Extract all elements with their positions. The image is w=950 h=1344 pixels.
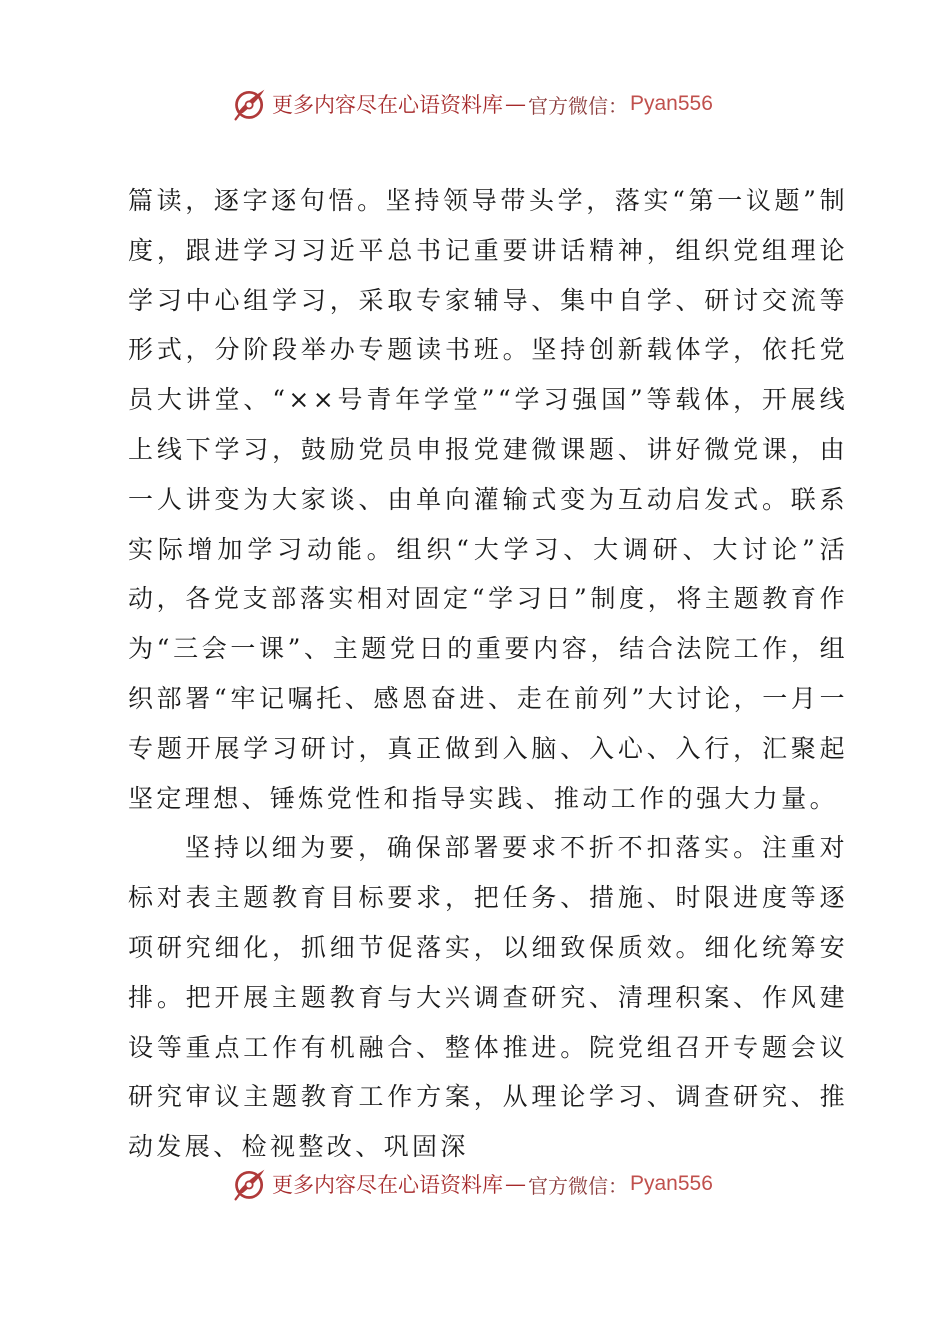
banner-wechat-id: Pyan556 xyxy=(630,92,713,115)
banner-wechat-id: Pyan556 xyxy=(630,1172,713,1195)
footer-banner xyxy=(232,1164,713,1204)
banner-separator: — xyxy=(505,1172,526,1196)
header-banner xyxy=(232,84,713,124)
banner-wechat-label: 官方微信： xyxy=(528,1173,628,1198)
banner-slogan: 更多内容尽在心语资料库 xyxy=(272,1173,503,1197)
document-body xyxy=(128,176,848,1172)
banner-slogan: 更多内容尽在心语资料库 xyxy=(272,93,503,117)
banner-wechat-label: 官方微信： xyxy=(528,93,628,118)
paragraph-continued: 篇读，逐字逐句悟。坚持领导带头学，落实“第一议题”制度，跟进学习习近平总书记重要讲话精神，组织党组理论学习中心组学习，采取专家辅导、集中自学、研讨交流等形式，分阶段举办专题读书班。坚持创新载体学，依托党员大讲堂、“××号青年学堂”“学习强国”等载体，开展线上线下学习，鼓励党员申报党建微课题、讲好微党课，由一人讲变为大家谈、由单向灌输式变为互动启发式。联系实际增加学习动能。组织“大学习、大调研、大讨论”活动，各党支部落实相对固定“学习日”制度，将主题教育作为“三会一课”、主题党日的重要内容，结合法院工作，组织部署“牢记嘱托、感恩奋进、走在前列”大讨论，一月一专题开展学习研讨，真正做到入脑、入心、入行，汇聚起坚定理想、锤炼党性和指导实践、推动工作的强大力量。 xyxy=(128,186,848,813)
banner-separator: — xyxy=(505,92,526,116)
paragraph: 坚持以细为要，确保部署要求不折不扣落实。注重对标对表主题教育目标要求，把任务、措施、时限进度等逐项研究细化，抓细节促落实，以细致保质效。细化统筹安排。把开展主题教育与大兴调查研究、清理积案、作风建设等重点工作有机融合、整体推进。院党组召开专题会议研究审议主题教育工作方案，从理论学习、调查研究、推动发展、检视整改、巩固深 xyxy=(128,833,848,1162)
quill-pen-logo-icon xyxy=(232,1166,268,1202)
quill-pen-logo-icon xyxy=(232,86,268,122)
